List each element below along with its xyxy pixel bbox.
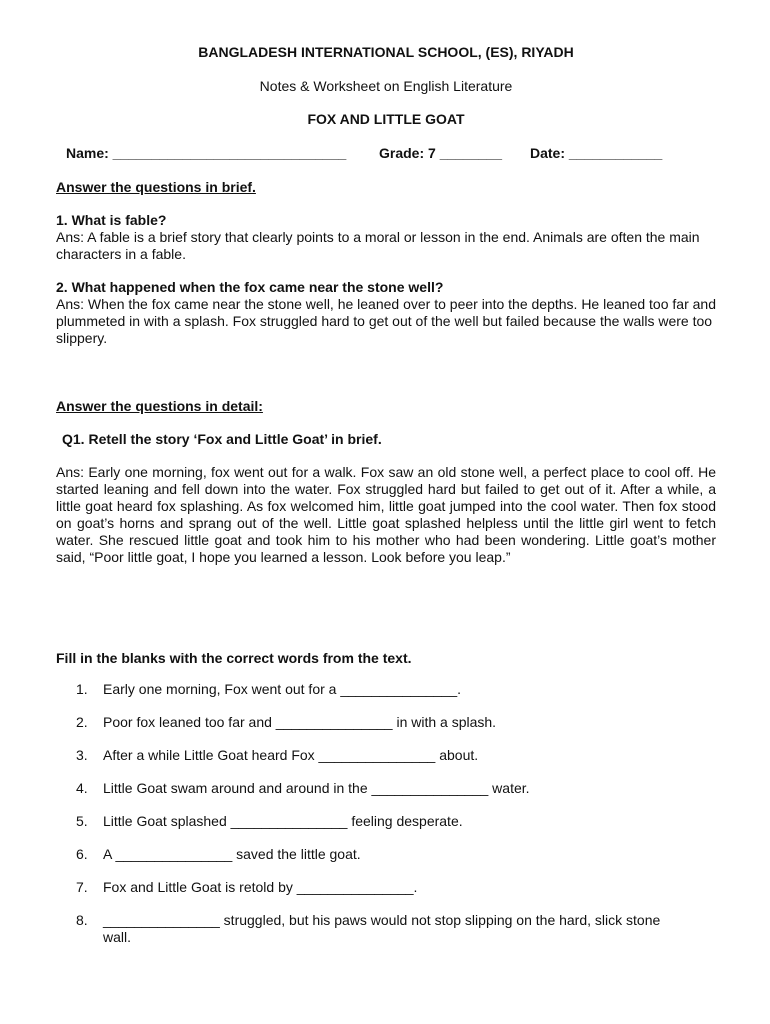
item-text: _______________ struggled, but his paws would not stop slipping on the hard, slick stone wall.	[103, 912, 661, 945]
detail-answer-1: Ans: Early one morning, fox went out for a walk. Fox saw an old stone well, a perfect place to cool off. He started leaning and fell down into the water. Fox struggled hard but failed to get out of it. After a while, a little goat heard fox splashing. As fox welcomed him, little goat jumped into the cool water. Then fox stood on goat’s horns and sprang out of the well. Little goat splashed helpless until the little girl went to fetch water. She rescued little goat and took him to his mother who had been wondering. Little goat’s mother said, “Poor little goat, I hope you learned a lesson. Look before you leap.”	[56, 464, 716, 565]
question-text: 1. What is fable?	[56, 212, 167, 228]
item-number: 3.	[76, 747, 88, 763]
item-number: 1.	[76, 681, 88, 697]
list-item	[56, 780, 716, 797]
list-item	[56, 912, 663, 946]
fill-blanks-heading: Fill in the blanks with the correct words from the text.	[56, 650, 412, 666]
detail-question-1: Q1. Retell the story ‘Fox and Little Goat’ in brief.	[62, 431, 382, 447]
list-item	[56, 879, 716, 896]
list-item	[56, 813, 716, 830]
item-text: Little Goat splashed _______________ feeling desperate.	[103, 813, 463, 829]
item-number: 4.	[76, 780, 88, 796]
item-text: A _______________ saved the little goat.	[103, 846, 361, 862]
detail-questions-heading: Answer the questions in detail:	[56, 398, 263, 414]
brief-question-1	[56, 212, 716, 263]
worksheet-subtitle: Notes & Worksheet on English Literature	[259, 78, 513, 94]
story-title: FOX AND LITTLE GOAT	[307, 111, 465, 127]
list-item	[56, 714, 716, 731]
list-item	[56, 846, 716, 863]
list-item	[56, 681, 716, 698]
item-number: 7.	[76, 879, 88, 895]
item-text: Fox and Little Goat is retold by _______________.	[103, 879, 418, 895]
date-field[interactable]: Date: ____________	[530, 145, 663, 161]
answer-text: Ans: A fable is a brief story that clearly points to a moral or lesson in the end. Animals are often the main characters in a fable.	[56, 229, 700, 262]
item-text: Early one morning, Fox went out for a _______________.	[103, 681, 462, 697]
answer-text: Ans: When the fox came near the stone well, he leaned over to peer into the depths. He leaned too far and plummeted in with a splash. Fox struggled hard to get out of the well but failed because the walls were too slippery.	[56, 296, 716, 346]
fill-blanks-list	[56, 681, 716, 946]
item-text: After a while Little Goat heard Fox _______________ about.	[103, 747, 479, 763]
worksheet-page	[56, 0, 716, 1024]
item-text: Little Goat swam around and around in the _______________ water.	[103, 780, 530, 796]
item-number: 6.	[76, 846, 88, 862]
brief-question-2	[56, 279, 716, 347]
grade-field[interactable]: Grade: 7 ________	[379, 145, 502, 161]
list-item	[56, 747, 716, 764]
school-name: BANGLADESH INTERNATIONAL SCHOOL, (ES), RIYADH	[198, 44, 574, 60]
item-text: Poor fox leaned too far and _______________ in with a splash.	[103, 714, 497, 730]
question-text: 2. What happened when the fox came near the stone well?	[56, 279, 444, 295]
name-field[interactable]: Name: ______________________________	[66, 145, 347, 161]
item-number: 8.	[76, 912, 88, 928]
brief-questions-heading: Answer the questions in brief.	[56, 179, 256, 195]
item-number: 5.	[76, 813, 88, 829]
item-number: 2.	[76, 714, 88, 730]
